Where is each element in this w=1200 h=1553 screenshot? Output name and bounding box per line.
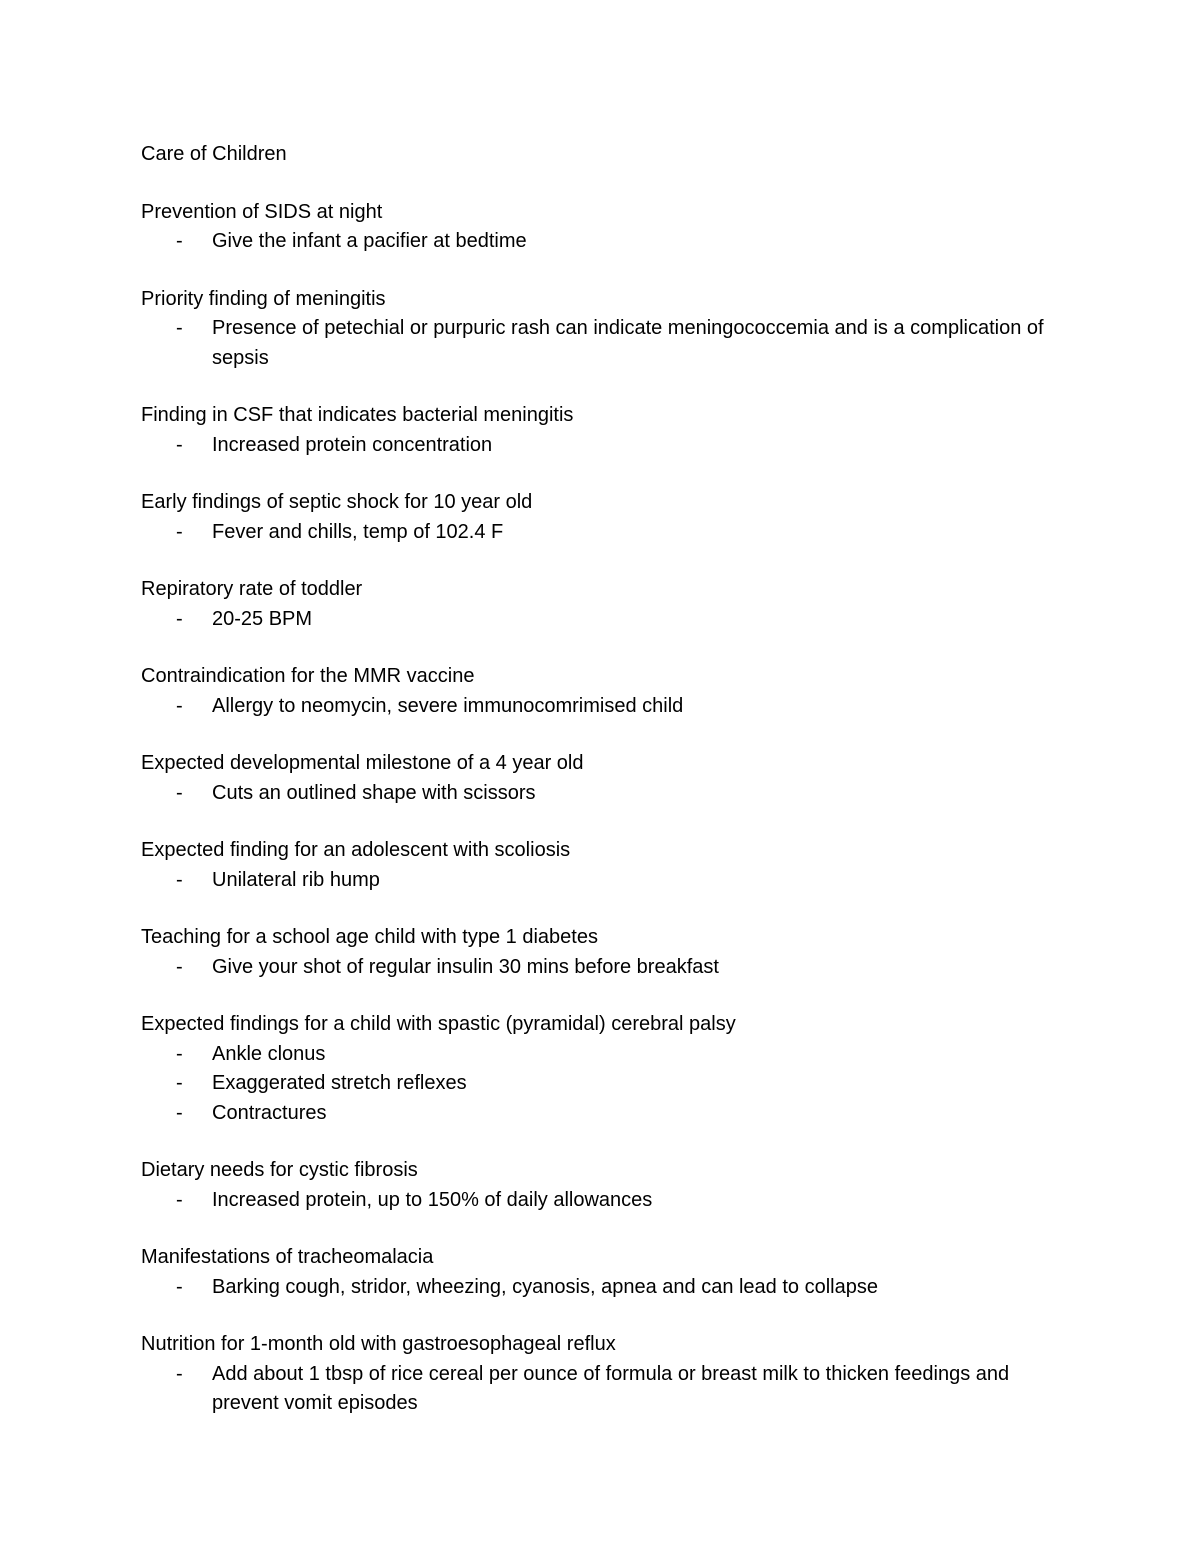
dash-marker: -: [176, 694, 183, 717]
section-heading: Contraindication for the MMR vaccine: [141, 665, 475, 687]
bullet-text: Contractures: [212, 1101, 327, 1124]
dash-marker: -: [176, 1362, 183, 1385]
bullet-text: Increased protein concentration: [212, 433, 493, 456]
section-heading: Expected finding for an adolescent with scoliosis: [141, 839, 571, 861]
bullet-text: Allergy to neomycin, severe immunocomrimised child: [212, 694, 684, 717]
bullet-text: Give your shot of regular insulin 30 mins before breakfast: [212, 955, 719, 978]
bullet-text: Barking cough, stridor, wheezing, cyanosis, apnea and can lead to collapse: [212, 1275, 878, 1298]
bullet-item: [141, 779, 1061, 809]
bullet-list: [141, 518, 1061, 548]
bullet-item: [141, 1040, 1061, 1070]
bullet-list: [141, 314, 1061, 373]
bullet-text: Add about 1 tbsp of rice cereal per ounce of formula or breast milk to thicken feedings and prevent vomit episodes: [212, 1362, 1010, 1414]
section-heading: Expected developmental milestone of a 4 year old: [141, 752, 584, 774]
bullet-text: Ankle clonus: [212, 1042, 326, 1065]
bullet-list: [141, 692, 1061, 722]
bullet-list: [141, 779, 1061, 809]
note-section: [141, 575, 1061, 634]
bullet-list: [141, 953, 1061, 983]
note-section: [141, 198, 1061, 257]
dash-marker: -: [176, 1042, 183, 1065]
bullet-list: [141, 605, 1061, 635]
document-page: [141, 140, 1061, 1447]
bullet-list: [141, 431, 1061, 461]
note-section: [141, 1010, 1061, 1128]
bullet-text: Unilateral rib hump: [212, 868, 380, 891]
bullet-list: [141, 1360, 1061, 1419]
bullet-text: Fever and chills, temp of 102.4 F: [212, 520, 504, 543]
section-heading: Early findings of septic shock for 10 year old: [141, 491, 533, 513]
dash-marker: -: [176, 1275, 183, 1298]
section-heading: Finding in CSF that indicates bacterial meningitis: [141, 404, 574, 426]
bullet-list: [141, 1040, 1061, 1129]
dash-marker: -: [176, 317, 183, 339]
section-heading: Dietary needs for cystic fibrosis: [141, 1159, 418, 1181]
note-section: [141, 401, 1061, 460]
dash-marker: -: [176, 1101, 183, 1124]
section-heading: Expected findings for a child with spastic (pyramidal) cerebral palsy: [141, 1013, 736, 1035]
dash-marker: -: [176, 230, 183, 252]
dash-marker: -: [176, 781, 183, 804]
bullet-item: [141, 227, 1061, 257]
dash-marker: -: [176, 1072, 183, 1094]
note-section: [141, 285, 1061, 374]
bullet-item: [141, 1360, 1061, 1419]
section-heading: Manifestations of tracheomalacia: [141, 1246, 434, 1268]
bullet-item: [141, 431, 1061, 461]
section-heading: Nutrition for 1-month old with gastroesophageal reflux: [141, 1333, 616, 1355]
section-heading: Repiratory rate of toddler: [141, 578, 363, 600]
document-title: Care of Children: [141, 143, 287, 165]
bullet-item: [141, 866, 1061, 896]
section-heading: Teaching for a school age child with type 1 diabetes: [141, 926, 598, 948]
note-section: [141, 1156, 1061, 1215]
bullet-list: [141, 866, 1061, 896]
dash-marker: -: [176, 1188, 183, 1211]
note-section: [141, 488, 1061, 547]
dash-marker: -: [176, 868, 183, 891]
sections-container: [141, 198, 1061, 1419]
bullet-item: [141, 518, 1061, 548]
bullet-item: [141, 953, 1061, 983]
bullet-item: [141, 605, 1061, 635]
section-heading: Priority finding of meningitis: [141, 287, 386, 310]
bullet-text: Increased protein, up to 150% of daily allowances: [212, 1188, 653, 1211]
dash-marker: -: [176, 607, 183, 630]
note-section: [141, 836, 1061, 895]
section-heading: Prevention of SIDS at night: [141, 200, 383, 223]
bullet-item: [141, 314, 1061, 373]
dash-marker: -: [176, 433, 183, 456]
bullet-item: [141, 1099, 1061, 1129]
note-section: [141, 662, 1061, 721]
bullet-list: [141, 1186, 1061, 1216]
bullet-text: Exaggerated stretch reflexes: [212, 1072, 467, 1094]
bullet-text: 20-25 BPM: [212, 607, 313, 630]
note-section: [141, 923, 1061, 982]
bullet-item: [141, 1273, 1061, 1303]
bullet-item: [141, 692, 1061, 722]
note-section: [141, 1330, 1061, 1419]
bullet-text: Cuts an outlined shape with scissors: [212, 781, 536, 804]
bullet-text: Give the infant a pacifier at bedtime: [212, 230, 527, 252]
bullet-list: [141, 1273, 1061, 1303]
bullet-item: [141, 1069, 1061, 1099]
bullet-text: Presence of petechial or purpuric rash can indicate meningococcemia and is a complication of sepsis: [212, 317, 1044, 369]
dash-marker: -: [176, 955, 183, 978]
dash-marker: -: [176, 520, 183, 543]
note-section: [141, 749, 1061, 808]
bullet-list: [141, 227, 1061, 257]
bullet-item: [141, 1186, 1061, 1216]
note-section: [141, 1243, 1061, 1302]
